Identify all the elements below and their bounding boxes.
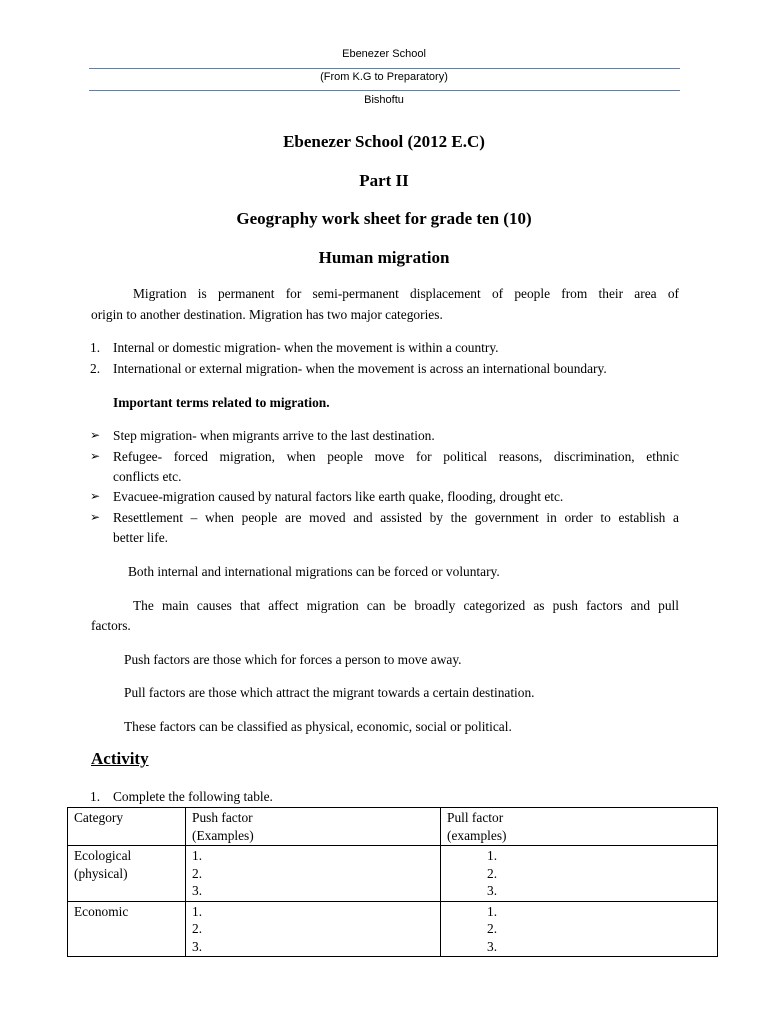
activity-task-text: Complete the following table.: [113, 789, 273, 804]
header-push-sublabel: (Examples): [192, 827, 254, 843]
pull-examples-cell[interactable]: [441, 846, 718, 902]
pull-factors-paragraph: Pull factors are those which attract the migrant towards a certain destination.: [124, 685, 535, 700]
topic-title: Human migration: [318, 248, 450, 267]
arrow-bullet-icon: ➢: [90, 489, 101, 503]
term-refugee-line-1: Refugee- forced migration, when people move for political reasons, discrimination, ethnic: [113, 449, 679, 464]
push-example-item: 2.: [192, 865, 203, 881]
intro-line-2: origin to another destination. Migration has two major categories.: [91, 307, 443, 322]
header-pull-label: Pull factor: [447, 810, 504, 825]
causes-line-2: factors.: [91, 618, 131, 633]
category-1-text: Internal or domestic migration- when the movement is within a country.: [113, 340, 499, 355]
table-row: [68, 846, 718, 902]
pull-example-item: 1.: [487, 848, 498, 863]
term-resettlement-line-1: Resettlement – when people are moved and assisted by the government in order to establish a: [113, 510, 679, 525]
term-evacuee: Evacuee-migration caused by natural factors like earth quake, flooding, drought etc.: [113, 489, 564, 504]
push-example-item: 1.: [192, 903, 203, 919]
part-title: Part II: [359, 171, 409, 190]
push-example-item: 3.: [192, 938, 203, 954]
header-school-name: Ebenezer School: [342, 48, 426, 60]
header-push-cell: [186, 808, 441, 846]
school-year-title: Ebenezer School (2012 E.C): [283, 132, 485, 151]
intro-line-1: Migration is permanent for semi-permanent displacement of people from their area of: [133, 286, 679, 301]
pull-example-item: 2.: [487, 921, 498, 936]
table-row: [68, 901, 718, 957]
classification-paragraph: These factors can be classified as physical, economic, social or political.: [124, 719, 512, 734]
table-header-row: [68, 808, 718, 846]
header-levels: (From K.G to Preparatory): [320, 71, 448, 83]
pull-example-item: 2.: [487, 865, 498, 881]
push-example-item: 1.: [192, 848, 203, 863]
category-1-number: 1.: [90, 340, 101, 355]
category-label: Ecological: [74, 848, 132, 863]
term-step-migration: Step migration- when migrants arrive to the last destination.: [113, 428, 435, 443]
header-push-label: Push factor: [192, 810, 253, 825]
terms-heading: Important terms related to migration.: [113, 395, 330, 410]
pull-example-item: 3.: [487, 883, 498, 898]
term-resettlement-line-2: better life.: [113, 530, 169, 545]
header-divider-top: [89, 68, 680, 69]
category-2-text: International or external migration- when the movement is across an international boundary.: [113, 361, 607, 376]
pull-example-item: 3.: [487, 938, 498, 954]
activity-heading: Activity: [91, 749, 149, 768]
pull-example-item: 1.: [487, 903, 498, 919]
worksheet-title: Geography work sheet for grade ten (10): [236, 209, 532, 228]
arrow-bullet-icon: ➢: [90, 449, 101, 463]
category-sublabel: (physical): [74, 865, 128, 881]
push-example-item: 3.: [192, 883, 203, 898]
header-divider-bottom: [89, 90, 680, 91]
push-examples-cell[interactable]: [186, 901, 441, 957]
category-2-number: 2.: [90, 361, 101, 376]
arrow-bullet-icon: ➢: [90, 428, 101, 442]
header-category-cell: [68, 808, 186, 846]
activity-task-number: 1.: [90, 789, 101, 804]
push-factors-paragraph: Push factors are those which for forces a person to move away.: [124, 652, 462, 667]
header-pull-cell: [441, 808, 718, 846]
push-example-item: 2.: [192, 921, 203, 936]
category-label: Economic: [74, 903, 129, 919]
header-town: Bishoftu: [364, 94, 404, 106]
causes-line-1: The main causes that affect migration can be broadly categorized as push factors and pull: [133, 598, 679, 613]
pull-examples-cell[interactable]: [441, 901, 718, 957]
push-examples-cell[interactable]: [186, 846, 441, 902]
term-refugee-line-2: conflicts etc.: [113, 469, 182, 484]
category-cell: [68, 901, 186, 957]
forced-voluntary-paragraph: Both internal and international migrations can be forced or voluntary.: [128, 564, 500, 579]
header-category-label: Category: [74, 810, 124, 825]
arrow-bullet-icon: ➢: [90, 510, 101, 524]
header-pull-sublabel: (examples): [447, 827, 507, 843]
category-cell: [68, 846, 186, 902]
push-pull-table: [67, 807, 718, 957]
